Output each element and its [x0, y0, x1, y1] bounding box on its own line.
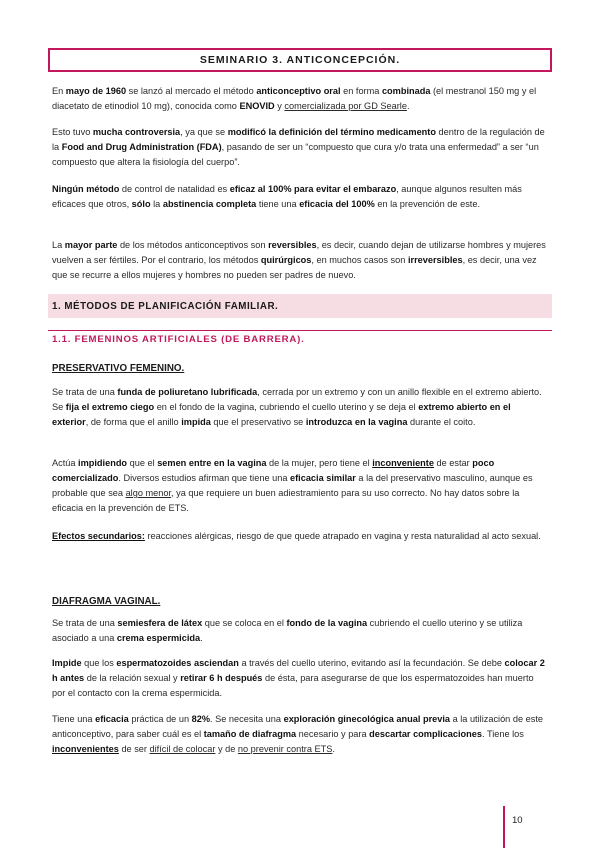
diafragma-paragraph-1 [52, 616, 548, 646]
bold-text: reversibles [268, 240, 317, 250]
page-number-bar [503, 806, 505, 848]
text: necesario y para [296, 729, 370, 739]
bold-text: colocar 2 h antes [52, 658, 545, 683]
text: a través del cuello uterino, evitando así la fecundación. Se debe [238, 658, 505, 668]
text: , en muchos casos son [311, 255, 408, 265]
text: . [406, 101, 410, 111]
text: (el mestranol 150 mg y el diacetato de etinodiol 10 mg), conocida como [52, 86, 537, 111]
text: que el [127, 458, 158, 468]
text: práctica de un [128, 714, 192, 724]
underlined-text: algo menor [125, 488, 172, 498]
bold-text: eficaz al 100% para evitar el embarazo [229, 184, 397, 194]
text: de los métodos anticonceptivos son [117, 240, 269, 250]
text: , ya que requiere un buen adiestramiento para su uso correcto. No hay datos sobre la eficacia en la prevención de ETS. [52, 488, 520, 513]
text: de la mujer, pero tiene el [266, 458, 373, 468]
bold-text: combinada [381, 86, 431, 96]
text: y de [215, 744, 238, 754]
text: , es decir, una vez que se recurre a ellos mujeres y hombres no pueden ser padres de nuevo. [52, 255, 537, 280]
section-divider [48, 330, 552, 331]
bold-text: quirúrgicos [260, 255, 312, 265]
bold-underlined-text: inconvenientes [52, 744, 119, 754]
diafragma-paragraph-2 [52, 656, 548, 701]
bold-text: semen entre en la vagina [157, 458, 267, 468]
text: a la utilización de este anticonceptivo, para saber cuál es el [52, 714, 543, 739]
text: que el preservativo se [210, 417, 306, 427]
bold-text: mayor parte [64, 240, 118, 250]
text: Se trata de una [52, 618, 118, 628]
text: tiene una [256, 199, 300, 209]
diafragma-paragraph-3 [52, 712, 548, 757]
bold-text: sólo [131, 199, 151, 209]
subsection-heading-1-1: 1.1. FEMENINOS ARTIFICIALES (DE BARRERA). [52, 334, 305, 345]
text: Esto tuvo [52, 127, 93, 137]
text: de la relación sexual y [84, 673, 181, 683]
text: . Diversos estudios afirman que tiene una [118, 473, 290, 483]
page-number: 10 [512, 815, 523, 826]
bold-text: Food and Drug Administration (FDA) [61, 142, 222, 152]
bold-text: irreversibles [407, 255, 463, 265]
text: de ser [118, 744, 150, 754]
text: , es decir, cuando dejan de utilizarse hombres y mujeres vuelven a ser fértiles. Por el contrario, los métodos [52, 240, 546, 265]
bold-text: mayo de 1960 [65, 86, 127, 96]
underlined-text: difícil de colocar [149, 744, 216, 754]
text: , ya que se [180, 127, 228, 137]
bold-text: exploración ginecológica anual previa [283, 714, 451, 724]
text: la [150, 199, 163, 209]
bold-text: eficacia similar [289, 473, 356, 483]
bold-text: abstinencia completa [162, 199, 257, 209]
text: , de forma que el anillo [85, 417, 182, 427]
bold-text: semiesfera de látex [117, 618, 203, 628]
bold-text: mucha controversia [92, 127, 181, 137]
intro-paragraph-4 [52, 238, 548, 283]
diafragma-heading: DIAFRAGMA VAGINAL. [52, 596, 161, 607]
underlined-text: no prevenir contra ETS [237, 744, 333, 754]
bold-text: 82% [191, 714, 211, 724]
text: . Se necesita una [210, 714, 284, 724]
bold-text: ENOVID [239, 101, 275, 111]
text: Se trata de una [52, 387, 118, 397]
text: . [200, 633, 203, 643]
text: En [52, 86, 66, 96]
text: dentro de la regulación de la [52, 127, 545, 152]
bold-underlined-text: Efectos secundarios: [52, 531, 145, 541]
text: Tiene una [52, 714, 96, 724]
text: . Tiene los [482, 729, 524, 739]
bold-text: impida [181, 417, 211, 427]
text: en el fondo de la vagina, cubriendo el cuello uterino y se deja el [154, 402, 419, 412]
bold-text: eficacia [95, 714, 129, 724]
bold-text: modificó la definición del término medicamento [227, 127, 436, 137]
bold-text: Impide [52, 658, 82, 668]
page-title: SEMINARIO 3. ANTICONCEPCIÓN. [48, 48, 552, 72]
bold-text: espermatozoides asciendan [116, 658, 239, 668]
text: , pasando de ser un “compuesto que cura y/o trata una enfermedad” a ser “un compuesto que altera la fisiología del cuerpo”. [52, 142, 539, 167]
text: que los [81, 658, 117, 668]
text: cubriendo el cuello uterino y se utiliza asociado a una [52, 618, 523, 643]
text: Actúa [52, 458, 79, 468]
bold-text: poco comercializado [52, 458, 495, 483]
bold-text: funda de poliuretano lubrificada [117, 387, 258, 397]
bold-text: Ningún método [52, 184, 120, 194]
bold-text: retirar 6 h después [180, 673, 263, 683]
preservativo-paragraph-3 [52, 529, 548, 544]
preservativo-heading: PRESERVATIVO FEMENINO. [52, 363, 185, 374]
bold-text: eficacia del 100% [299, 199, 375, 209]
intro-paragraph-3 [52, 182, 548, 212]
text: durante el coito. [407, 417, 476, 427]
text: en la prevención de este. [374, 199, 480, 209]
text: y [274, 101, 285, 111]
text: de estar [433, 458, 473, 468]
bold-text: extremo abierto en el exterior [52, 402, 511, 427]
text: de ésta, para asegurarse de que los espermatozoides han muerto por el contacto con la crema espermicida. [52, 673, 534, 698]
text: . [332, 744, 335, 754]
preservativo-paragraph-2 [52, 456, 548, 516]
text: La [52, 240, 65, 250]
intro-paragraph-2 [52, 125, 548, 170]
text: se lanzó al mercado el método [126, 86, 257, 96]
bold-text: descartar complicaciones [369, 729, 482, 739]
bold-text: introduzca en la vagina [305, 417, 408, 427]
text: de control de natalidad es [119, 184, 230, 194]
bold-text: crema espermicida [116, 633, 201, 643]
bold-text: tamaño de diafragma [203, 729, 297, 739]
intro-paragraph-1 [52, 84, 548, 114]
bold-text: anticonceptivo oral [256, 86, 341, 96]
underlined-text: comercializada por GD Searle [284, 101, 407, 111]
text: , cerrada por un extremo y con un anillo flexible en el extremo abierto. Se [52, 387, 542, 412]
text: reacciones alérgicas, riesgo de que quede atrapado en vagina y resta naturalidad al acto sexual. [144, 531, 541, 541]
bold-text: impidiendo [78, 458, 128, 468]
text: en forma [340, 86, 382, 96]
bold-text: fija el extremo ciego [65, 402, 155, 412]
text: a la del preservativo masculino, aunque es probable que sea [52, 473, 533, 498]
text: que se coloca en el [202, 618, 287, 628]
bold-text: fondo de la vagina [286, 618, 368, 628]
preservativo-paragraph-1 [52, 385, 548, 430]
section-heading-1: 1. MÉTODOS DE PLANIFICACIÓN FAMILIAR. [48, 294, 552, 318]
text: , aunque algunos resulten más eficaces que otros, [52, 184, 522, 209]
bold-underlined-text: inconveniente [372, 458, 434, 468]
